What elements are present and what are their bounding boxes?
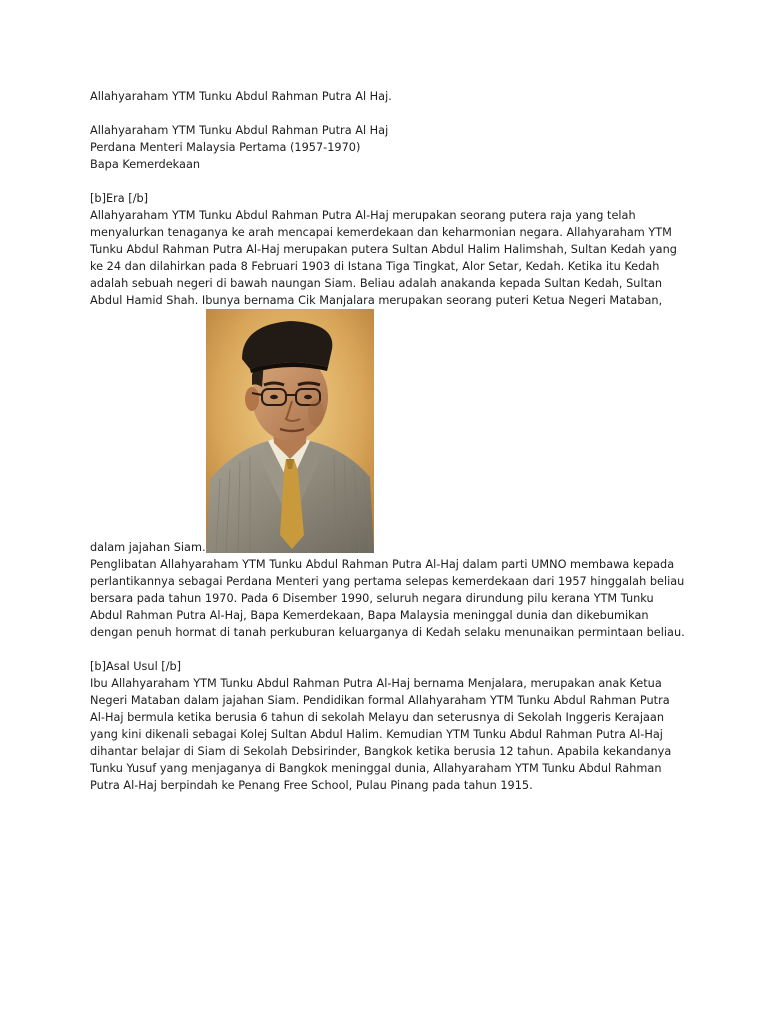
era-line: ke 24 dan dilahirkan pada 8 Februari 1903 di Istana Tiga Tingkat, Alor Setar, Kedah. Ketika itu Kedah [90, 260, 660, 273]
header-name: Allahyaraham YTM Tunku Abdul Rahman Putra Al Haj [90, 124, 389, 137]
asal-usul-heading: [b]Asal Usul [/b] [90, 660, 182, 673]
document-title: Allahyaraham YTM Tunku Abdul Rahman Putra Al Haj. [90, 90, 392, 103]
asal-usul-line: Al-Haj bermula ketika berusia 6 tahun di sekolah Melayu dan seterusnya di Sekolah Inggeris Kerajaan [90, 711, 664, 724]
era-line: Tunku Abdul Rahman Putra Al-Haj merupakan putera Sultan Abdul Halim Halimshah, Sultan Kedah yang [90, 243, 677, 256]
after-photo-line: dengan penuh hormat di tanah perkuburan keluarganya di Kedah selaku menunaikan permintaan beliau. [90, 626, 685, 639]
header-epithet: Bapa Kemerdekaan [90, 158, 201, 171]
era-heading: [b]Era [/b] [90, 192, 149, 205]
portrait-image [206, 309, 374, 553]
asal-usul-line: Tunku Yusuf yang menjaganya di Bangkok meninggal dunia, Allahyaraham YTM Tunku Abdul Rahman [90, 762, 662, 775]
era-line: adalah sebuah negeri di bawah naungan Siam. Beliau adalah anakanda kepada Sultan Kedah, Sultan [90, 277, 663, 290]
asal-usul-line: Putra Al-Haj berpindah ke Penang Free School, Pulau Pinang pada tahun 1915. [90, 779, 533, 792]
era-line: Allahyaraham YTM Tunku Abdul Rahman Putra Al-Haj merupakan seorang putera raja yang telah [90, 209, 636, 222]
photo-caption: dalam jajahan Siam. [90, 541, 206, 554]
asal-usul-line: yang kini dikenali sebagai Kolej Sultan Abdul Halim. Kemudian YTM Tunku Abdul Rahman Putra Al-Haj [90, 728, 663, 741]
asal-usul-line: dihantar belajar di Siam di Sekolah Debsirinder, Bangkok ketika berusia 12 tahun. Apabila kekandanya [90, 745, 672, 758]
header-office: Perdana Menteri Malaysia Pertama (1957-1970) [90, 141, 361, 154]
era-line: menyalurkan tenaganya ke arah mencapai kemerdekaan dan keharmonian negara. Allahyaraham YTM [90, 226, 672, 239]
after-photo-line: Abdul Rahman Putra Al-Haj, Bapa Kemerdekaan, Bapa Malaysia meninggal dunia dan dikebumikan [90, 609, 649, 622]
asal-usul-line: Negeri Mataban dalam jajahan Siam. Pendidikan formal Allahyaraham YTM Tunku Abdul Rahman Putra [90, 694, 670, 707]
after-photo-line: perlantikannya sebagai Perdana Menteri yang pertama selepas kemerdekaan dari 1957 hinggalah beliau [90, 575, 685, 588]
document-body [90, 88, 690, 794]
photo-row [90, 309, 690, 556]
era-line: Abdul Hamid Shah. Ibunya bernama Cik Manjalara merupakan seorang puteri Ketua Negeri Mataban, [90, 294, 663, 307]
asal-usul-line: Ibu Allahyaraham YTM Tunku Abdul Rahman Putra Al-Haj bernama Menjalara, merupakan anak Ketua [90, 677, 662, 690]
after-photo-line: bersara pada tahun 1970. Pada 6 Disember 1990, seluruh negara dirundung pilu kerana YTM Tunku [90, 592, 654, 605]
after-photo-line: Penglibatan Allahyaraham YTM Tunku Abdul Rahman Putra Al-Haj dalam parti UMNO membawa kepada [90, 558, 675, 571]
